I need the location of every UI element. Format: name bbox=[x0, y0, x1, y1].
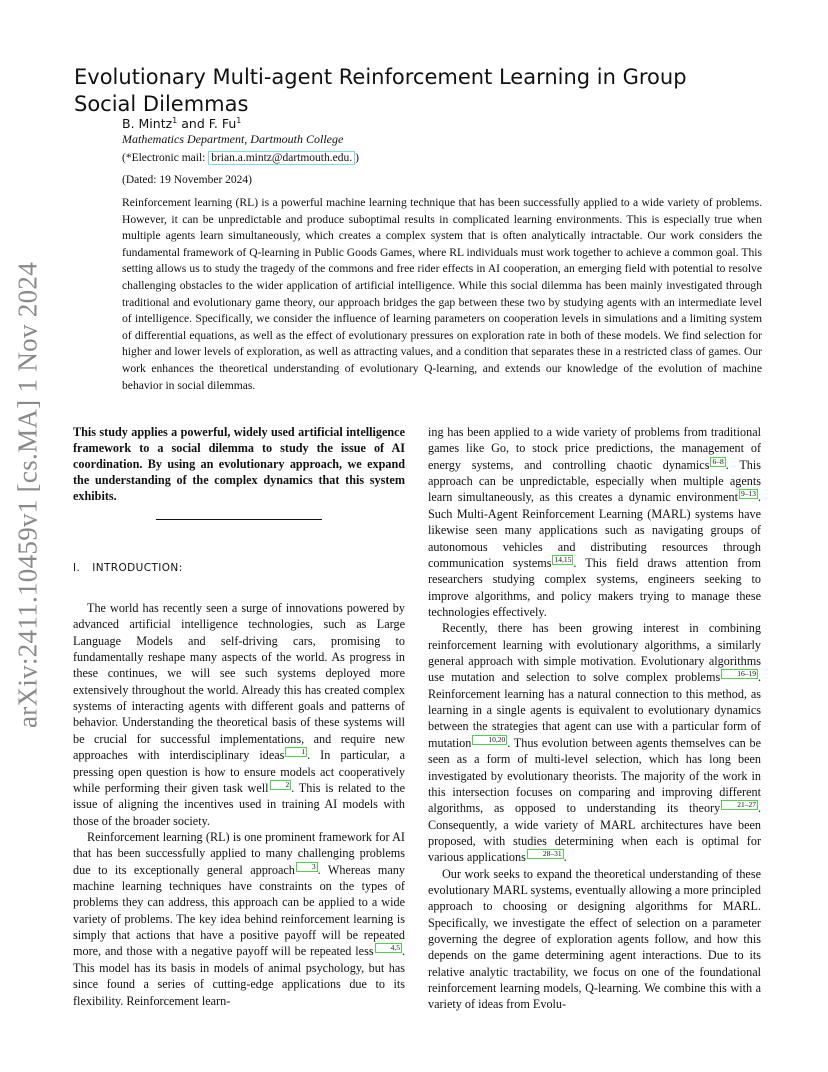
text-run: . bbox=[563, 850, 567, 865]
email-suffix: ) bbox=[355, 152, 359, 164]
left-column bbox=[73, 424, 405, 1009]
citation-link[interactable]: 21–27 bbox=[721, 800, 758, 810]
citation-link[interactable]: 9–13 bbox=[740, 489, 756, 499]
abstract: Reinforcement learning (RL) is a powerful machine learning technique that has been successfully applied to a wide variety of problems. However, it can be unpredictable and produce suboptimal results in complicated learning environments. This is especially true when multiple agents learn simultaneously, which creates a complex system that is often analytically intractable. Our work considers the fundamental framework of Q-learning in Public Goods Games, where RL individuals must work together to achieve a common goal. This setting allows us to study the tragedy of the commons and free rider effects in AI cooperation, an emerging field with potential to resolve challenging obstacles to the wider application of artificial intelligence. While this social dilemma has been mainly investigated through traditional and evolutionary game theory, our approach bridges the gap between these two by studying agents with an intermediate level of intelligence. Specifically, we consider the influence of learning parameters on cooperation levels in simulations and a limiting system of differential equations, as well as the effect of evolutionary pressures on exploration rate in both of these models. We find selection for higher and lower levels of exploration, as well as attracting values, and a condition that separates these in a restricted class of games. Our work enhances the theoretical understanding of evolutionary Q-learning, and extends our knowledge of the evolution of machine behavior in social dilemmas. bbox=[122, 196, 762, 392]
email-line bbox=[122, 152, 359, 164]
citation-link[interactable]: 2 bbox=[270, 780, 292, 790]
text-run: . This model has its basis in models of animal psychology, but has since found a series of cutting-edge applications due to its flexibility. Reinforcement learn- bbox=[73, 944, 405, 1008]
affiliation: Mathematics Department, Dartmouth College bbox=[122, 132, 344, 146]
affiliation-mark: 1 bbox=[172, 116, 178, 125]
arxiv-identifier: arXiv:2411.10459v1 [cs.MA] 1 Nov 2024 bbox=[12, 261, 43, 729]
paragraph bbox=[428, 424, 761, 620]
text-run: . Consequently, a wide variety of MARL architectures have been proposed, with studies determining when each is optimal for various applications bbox=[428, 801, 761, 865]
right-column bbox=[428, 424, 761, 1013]
paper-title: Evolutionary Multi-agent Reinforcement Learning in Group Social Dilemmas bbox=[74, 65, 687, 116]
citation-link[interactable]: 16–19 bbox=[721, 669, 758, 679]
section-number: I. bbox=[73, 562, 81, 574]
text-run: . Such Multi-Agent Reinforcement Learning (MARL) systems have likewise seen many applications such as navigating groups of autonomous vehicles and distributing resources through communication systems bbox=[428, 490, 761, 570]
text-run: Our work seeks to expand the theoretical understanding of these evolutionary MARL systems, eventually allowing a more principled approach to choosing or designing algorithms for MARL. Specifically, we investigate the effect of selection on a parameter governing the degree of exploration agents follow, and how this depends on the game determining agent interactions. Due to its relative analytic tractability, we focus on one of the foundational reinforcement learning models, Q-learning. We combine this with a variety of ideas from Evolu- bbox=[428, 866, 761, 1012]
arxiv-stamp bbox=[8, 261, 48, 729]
paragraph bbox=[428, 620, 761, 865]
text-run: . This field draws attention from researchers studying complex systems, engineers seeking to improve algorithms, and policy makers trying to manage these technologies effectively. bbox=[428, 555, 761, 619]
citation-link[interactable]: 4,5 bbox=[375, 943, 402, 953]
citation-link[interactable]: 3 bbox=[296, 862, 318, 872]
author-mintz: B. Mintz bbox=[122, 116, 173, 132]
affiliation-mark: 1 bbox=[236, 116, 242, 125]
text-run: ing has been applied to a wide variety of problems from traditional games like Go, to stock price predictions, the management of energy systems, and controlling chaotic dynamics bbox=[428, 425, 761, 472]
text-run: . Reinforcement learning has a natural connection to this method, as learning in a single agents is equivalent to evolutionary dynamics between the strategies that agent can use with a particular form of mutation bbox=[428, 670, 761, 750]
citation-link[interactable]: 1 bbox=[285, 747, 307, 757]
citation-link[interactable]: 10,20 bbox=[472, 735, 507, 745]
citation-link[interactable]: 28–31 bbox=[527, 849, 564, 859]
email-prefix: (*Electronic mail: bbox=[122, 152, 209, 164]
highlight-statement: This study applies a powerful, widely used artificial intelligence framework to a social dilemma to study the issue of AI coordination. By using an evolutionary approach, we expand the understanding of the complex dynamics that this system exhibits. bbox=[73, 425, 405, 503]
section-heading bbox=[73, 562, 405, 574]
text-run: . In particular, a pressing open question is how to ensure models act cooperatively while performing their given task well bbox=[73, 748, 405, 795]
text-run: . This approach can be unpredictable, especially when multiple agents learn simultaneously, as this creates a dynamic environment bbox=[428, 457, 761, 505]
section-title: INTRODUCTION: bbox=[92, 562, 183, 574]
text-run: Reinforcement learning (RL) is one prominent framework for AI that has been successfully applied to many challenging problems due to its exceptionally general approach bbox=[73, 829, 405, 877]
text-run: The world has recently seen a surge of innovations powered by advanced artificial intelligence technologies, such as Large Language Models and self-driving cars, promising to fundamentally reshape many aspects of the world. As progress in these continues, we will see such systems deployed more extensively throughout the world. Already this has created complex systems of interacting agents with different goals and patterns of behavior. Understanding the theoretical basis of these systems will be crucial for successful implementations, and require new approaches with interdisciplinary ideas bbox=[73, 601, 405, 763]
author-fu: and F. Fu bbox=[177, 116, 237, 132]
separator-rule bbox=[156, 519, 322, 520]
paragraph bbox=[428, 866, 761, 1013]
paragraph bbox=[73, 600, 405, 829]
citation-link[interactable]: 14,15 bbox=[554, 554, 572, 564]
date-line: (Dated: 19 November 2024) bbox=[122, 174, 252, 186]
text-run: . Whereas many machine learning techniques have constraints on the types of problems they can address, this approach can be applied to a wide variety of problems. The key idea behind reinforcement learning is simply that actions that have a positive payoff will be repeated more, and those with a negative payoff will be repeated less bbox=[73, 862, 405, 959]
email-link[interactable]: brian.a.mintz@dartmouth.edu. bbox=[208, 151, 355, 165]
paragraph bbox=[73, 829, 405, 1009]
text-run: Recently, there has been growing interest in combining reinforcement learning with evolutionary algorithms, a similarly general approach with simple motivation. Evolutionary algorithms use mutation and selection to solve complex problems bbox=[428, 621, 761, 685]
author-list bbox=[122, 116, 241, 131]
text-run: . This is related to the issue of aligning the incentives used in training AI models with those of the broader society. bbox=[73, 780, 405, 828]
citation-link[interactable]: 6–8 bbox=[712, 456, 724, 466]
text-run: . Thus evolution between agents themselves can be seen as a form of multi-level selection, which has long been investigated by evolutionary theorists. The majority of the work in this intersection focuses on comparing and improving different algorithms, as opposed to understanding its theory bbox=[428, 735, 761, 816]
